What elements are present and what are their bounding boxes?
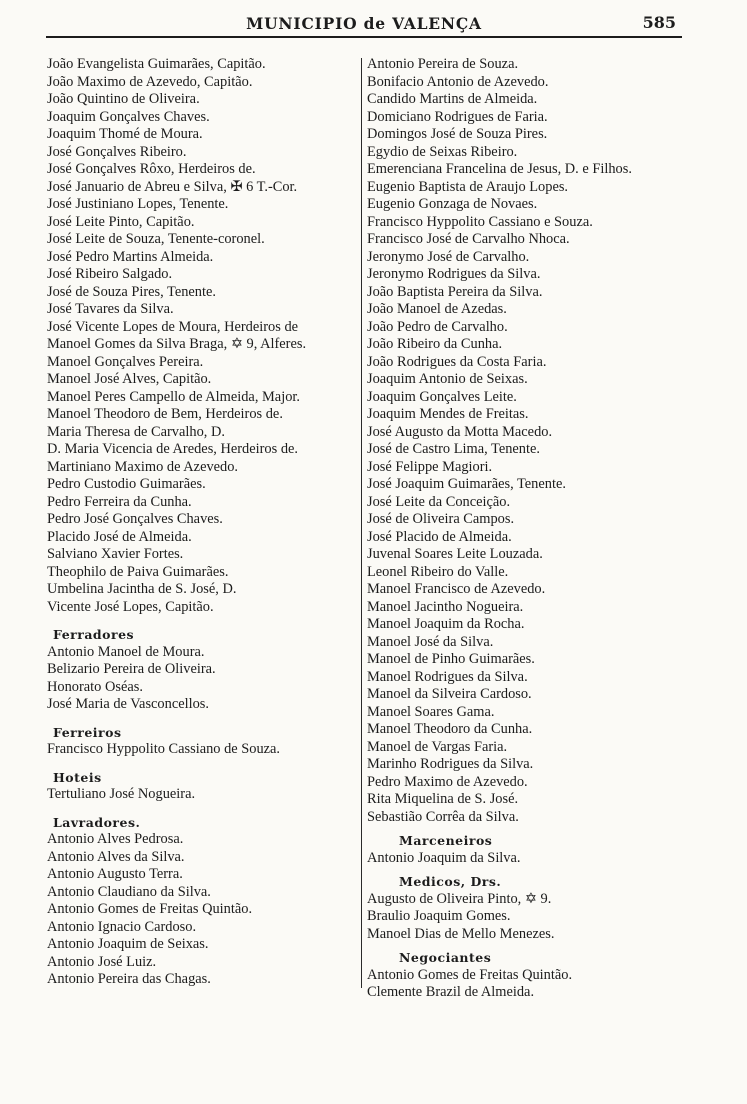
list-item: Honorato Oséas. (47, 678, 143, 695)
list-item: Antonio Pereira das Chagas. (47, 971, 211, 987)
section-heading-hoteis: Hoteis (53, 769, 102, 785)
list-item: Eugenio Gonzaga de Novaes. (367, 196, 538, 212)
list-item: Martiniano Maximo de Azevedo. (47, 458, 239, 475)
list-item: João Pedro de Carvalho. (367, 318, 508, 335)
hoteis-list (47, 786, 359, 804)
list-item: Candido Martins de Almeida. (367, 91, 538, 107)
marceneiros-list (367, 850, 687, 868)
list-item: Egydio de Seixas Ribeiro. (367, 143, 518, 160)
list-item: Joaquim Gonçalves Chaves. (47, 108, 210, 125)
list-item: Antonio Gomes de Freitas Quintão. (47, 901, 253, 917)
right-column (367, 56, 687, 1002)
list-item: Tertuliano José Nogueira. (47, 786, 196, 802)
list-item: Theophilo de Paiva Guimarães. (47, 563, 229, 580)
left-column (47, 56, 359, 989)
list-item: Pedro José Gonçalves Chaves. (47, 511, 223, 527)
list-item: Antonio José Luiz. (47, 953, 157, 970)
section-heading-medicos: Medicos, Drs. (399, 874, 502, 889)
list-item: Joaquim Thomé de Moura. (47, 126, 203, 142)
page-title: MUNICIPIO de VALENÇA (246, 14, 482, 33)
list-item: Juvenal Soares Leite Louzada. (367, 546, 543, 562)
list-item: João Quintino de Oliveira. (47, 91, 200, 107)
list-item: Domingos José de Souza Pires. (367, 126, 548, 142)
list-item: José Januario de Abreu e Silva, ✠ 6 T.-Cor. (47, 178, 298, 195)
list-item: Vicente José Lopes, Capitão. (47, 598, 214, 615)
list-item: Joaquim Mendes de Freitas. (367, 406, 529, 422)
list-item: Rita Miquelina de S. José. (367, 791, 519, 807)
list-item: José de Souza Pires, Tenente. (47, 283, 216, 300)
list-item: Manoel de Vargas Faria. (367, 738, 508, 755)
ferreiros-list (47, 741, 359, 759)
list-item: José Pedro Martins Almeida. (47, 248, 214, 265)
list-item: José Leite de Souza, Tenente-coronel. (47, 231, 265, 247)
lavradores-section (47, 814, 359, 989)
list-item: José de Castro Lima, Tenente. (367, 441, 540, 457)
list-item: João Rodrigues da Costa Faria. (367, 353, 547, 370)
list-item: Manoel Theodoro de Bem, Herdeiros de. (47, 406, 283, 422)
page-number: 585 (642, 13, 676, 32)
list-item: Antonio Alves da Silva. (47, 848, 185, 865)
list-item: Antonio Pereira de Souza. (367, 56, 519, 72)
column-divider (361, 58, 362, 988)
list-item: José Augusto da Motta Macedo. (367, 423, 553, 440)
list-item: Antonio Joaquim da Silva. (367, 849, 521, 866)
list-item: José Gonçalves Ribeiro. (47, 143, 187, 160)
list-item: Manoel Rodrigues da Silva. (367, 668, 528, 685)
list-item: Pedro Custodio Guimarães. (47, 476, 206, 492)
list-item: D. Maria Vicencia de Aredes, Herdeiros de. (47, 441, 299, 457)
list-item: José de Oliveira Campos. (367, 511, 515, 527)
list-item: Manoel José da Silva. (367, 633, 494, 650)
list-item: João Evangelista Guimarães, Capitão. (47, 56, 266, 72)
ferradores-section (47, 626, 359, 714)
list-item: Braulio Joaquim Gomes. (367, 908, 511, 924)
names-continued-list (47, 56, 359, 616)
list-item: Belizario Pereira de Oliveira. (47, 661, 216, 677)
list-item: Manoel Peres Campello de Almeida, Major. (47, 388, 300, 405)
list-item: Eugenio Baptista de Araujo Lopes. (367, 178, 569, 195)
ferreiros-section (47, 724, 359, 759)
section-heading-marceneiros: Marceneiros (399, 833, 493, 848)
list-item: Antonio Claudiano da Silva. (47, 883, 211, 900)
section-heading-ferreiros: Ferreiros (53, 724, 122, 740)
list-item: Jeronymo Rodrigues da Silva. (367, 266, 541, 282)
list-item: João Maximo de Azevedo, Capitão. (47, 73, 253, 90)
list-item: Maria Theresa de Carvalho, D. (47, 423, 225, 440)
list-item: Manoel José Alves, Capitão. (47, 371, 212, 387)
page-header (46, 12, 682, 38)
list-item: Joaquim Antonio de Seixas. (367, 371, 528, 387)
list-item: José Gonçalves Rôxo, Herdeiros de. (47, 161, 256, 177)
list-item: Manoel Gonçalves Pereira. (47, 353, 204, 370)
list-item: José Ribeiro Salgado. (47, 266, 173, 282)
hoteis-section (47, 769, 359, 804)
list-item: Pedro Ferreira da Cunha. (47, 493, 192, 510)
list-item: Placido José de Almeida. (47, 528, 192, 545)
list-item: Antonio Alves Pedrosa. (47, 831, 184, 847)
list-item: Antonio Ignacio Cardoso. (47, 918, 197, 935)
lavradores-continued-list (367, 56, 687, 826)
list-item: Leonel Ribeiro do Valle. (367, 563, 509, 580)
list-item: José Vicente Lopes de Moura, Herdeiros de (47, 318, 299, 335)
list-item: José Leite Pinto, Capitão. (47, 213, 195, 230)
list-item: Clemente Brazil de Almeida. (367, 984, 535, 1000)
section-heading-lavradores: Lavradores. (53, 814, 141, 830)
list-item: Marinho Rodrigues da Silva. (367, 756, 534, 772)
list-item: Jeronymo José de Carvalho. (367, 248, 530, 265)
list-item: João Manoel de Azedas. (367, 301, 507, 317)
list-item: José Placido de Almeida. (367, 528, 512, 545)
marceneiros-section (367, 832, 687, 867)
list-item: Francisco Hyppolito Cassiano de Souza. (47, 741, 281, 757)
list-item: José Justiniano Lopes, Tenente. (47, 196, 229, 212)
list-item: Antonio Joaquim de Seixas. (47, 936, 209, 952)
list-item: Francisco José de Carvalho Nhoca. (367, 231, 570, 247)
lavradores-list (47, 831, 359, 989)
section-heading-ferradores: Ferradores (53, 627, 135, 642)
list-item: João Ribeiro da Cunha. (367, 336, 503, 352)
list-item: José Maria de Vasconcellos. (47, 696, 209, 712)
list-item: José Leite da Conceição. (367, 493, 511, 510)
list-item: Domiciano Rodrigues de Faria. (367, 108, 548, 125)
list-item: Antonio Manoel de Moura. (47, 643, 205, 660)
medicos-list (367, 891, 687, 944)
list-item: Manoel de Pinho Guimarães. (367, 651, 535, 667)
list-item: Emerenciana Francelina de Jesus, D. e Filhos. (367, 161, 632, 177)
list-item: Umbelina Jacintha de S. José, D. (47, 581, 237, 597)
list-item: Sebastião Corrêa da Silva. (367, 808, 519, 825)
list-item: Antonio Gomes de Freitas Quintão. (367, 966, 573, 983)
list-item: Joaquim Gonçalves Leite. (367, 388, 517, 405)
list-item: Manoel Gomes da Silva Braga, ✡ 9, Alferes. (47, 336, 307, 352)
list-item: Manoel Dias de Mello Menezes. (367, 925, 555, 942)
list-item: Manoel Joaquim da Rocha. (367, 616, 525, 632)
list-item: Salviano Xavier Fortes. (47, 546, 184, 562)
list-item: Manoel Francisco de Azevedo. (367, 581, 546, 597)
list-item: Bonifacio Antonio de Azevedo. (367, 73, 549, 90)
negociantes-section (367, 949, 687, 1002)
ferradores-list (47, 644, 359, 714)
negociantes-list (367, 967, 687, 1002)
list-item: Antonio Augusto Terra. (47, 866, 183, 882)
list-item: Pedro Maximo de Azevedo. (367, 773, 528, 790)
list-item: Manoel da Silveira Cardoso. (367, 686, 532, 702)
list-item: Augusto de Oliveira Pinto, ✡ 9. (367, 890, 552, 907)
list-item: João Baptista Pereira da Silva. (367, 283, 543, 300)
list-item: Manoel Soares Gama. (367, 703, 495, 720)
medicos-section (367, 873, 687, 943)
list-item: José Felippe Magiori. (367, 458, 493, 475)
list-item: Manoel Jacintho Nogueira. (367, 598, 524, 615)
list-item: José Tavares da Silva. (47, 301, 174, 317)
list-item: Manoel Theodoro da Cunha. (367, 721, 533, 737)
list-item: José Joaquim Guimarães, Tenente. (367, 476, 566, 492)
list-item: Francisco Hyppolito Cassiano e Souza. (367, 213, 593, 230)
section-heading-negociantes: Negociantes (399, 950, 492, 965)
header-rule (46, 36, 682, 38)
